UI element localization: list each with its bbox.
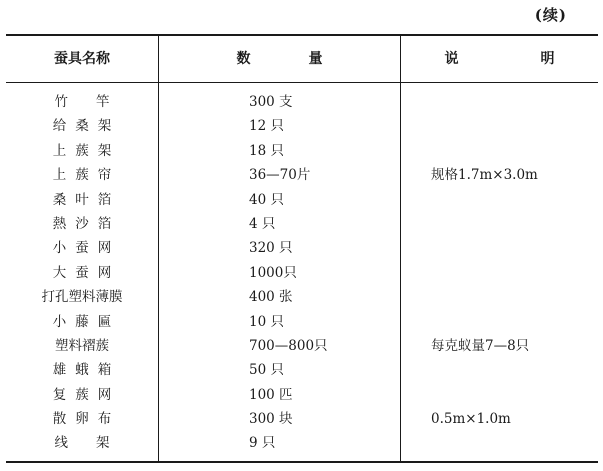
- header-quantity-char: 量: [308, 51, 323, 67]
- cell-name-text: 小蚕网: [52, 240, 121, 257]
- cell-name: [6, 334, 158, 358]
- cell-quantity-text: 300 块: [249, 411, 293, 428]
- cell-name: [6, 358, 158, 382]
- cell-name-text: 打孔塑料薄膜: [41, 289, 123, 306]
- cell-quantity-text: 320 只: [249, 240, 293, 257]
- table-row: [6, 236, 598, 260]
- header-name-label: 蚕具名称: [54, 51, 110, 67]
- cell-quantity-text: 12 只: [249, 118, 284, 135]
- cell-name: [6, 310, 158, 334]
- table-row: [6, 114, 598, 138]
- continuation-mark: (续): [534, 6, 567, 24]
- cell-name-text: 小藤匾: [52, 313, 121, 330]
- cell-quantity-text: 18 只: [249, 142, 284, 159]
- cell-name: [6, 114, 158, 138]
- table-row: [6, 90, 598, 114]
- table-row: [6, 261, 598, 285]
- table-bottom-rule: [6, 461, 598, 463]
- header-note: [401, 36, 598, 82]
- table-row: [6, 212, 598, 236]
- cell-quantity-text: 9 只: [249, 435, 276, 452]
- cell-name: [6, 261, 158, 285]
- cell-name-text: 雄蛾箱: [52, 362, 121, 379]
- cell-name: [6, 212, 158, 236]
- cell-name: [6, 139, 158, 163]
- cell-quantity-text: 100 匹: [249, 386, 293, 403]
- cell-name-text: 竹竿: [54, 94, 138, 110]
- table-row: [6, 383, 598, 407]
- cell-name-text: 散卵布: [52, 411, 121, 428]
- cell-name: [6, 383, 158, 407]
- header-note-char: 说: [444, 51, 459, 67]
- cell-name-text: 给桑架: [52, 118, 121, 135]
- cell-name: [6, 163, 158, 187]
- table-row: [6, 163, 598, 187]
- header-quantity-char: 数: [236, 51, 251, 67]
- cell-quantity-text: 10 只: [249, 313, 284, 330]
- table-row: [6, 431, 598, 455]
- cell-name: [6, 236, 158, 260]
- table-row: [6, 139, 598, 163]
- table-row: [6, 358, 598, 382]
- cell-quantity-text: 50 只: [249, 362, 284, 379]
- cell-name-text: 熱沙箔: [52, 215, 121, 232]
- table-row: [6, 285, 598, 309]
- cell-name: [6, 431, 158, 455]
- table-row: [6, 188, 598, 212]
- header-note-char: 明: [540, 51, 555, 67]
- cell-quantity-text: 700—800只: [249, 337, 328, 354]
- cell-note-text: 规格1.7m×3.0m: [431, 167, 538, 184]
- cell-name: [6, 90, 158, 114]
- cell-quantity-text: 1000只: [249, 264, 297, 281]
- cell-quantity-text: 4 只: [249, 215, 276, 232]
- cell-quantity-text: 36—70片: [249, 167, 311, 184]
- cell-name-text: 上蔟帘: [52, 167, 121, 184]
- cell-name-text: 桑叶箔: [52, 191, 121, 208]
- cell-name-text: 线架: [54, 435, 138, 452]
- cell-quantity-text: 40 只: [249, 191, 284, 208]
- cell-name-text: 大蚕网: [52, 264, 121, 281]
- table-row: [6, 310, 598, 334]
- cell-quantity-text: 300 支: [249, 94, 293, 110]
- header-name: [6, 36, 158, 82]
- cell-note-text: 每克蚁量7—8只: [431, 337, 530, 354]
- cell-name-text: 上蔟架: [52, 142, 121, 159]
- table-body: [6, 90, 598, 456]
- cell-name: [6, 188, 158, 212]
- cell-name-text: 复蔟网: [52, 386, 121, 403]
- table-row: [6, 407, 598, 431]
- cell-quantity-text: 400 张: [249, 289, 293, 306]
- cell-name: [6, 285, 158, 309]
- cell-name-text: 塑料褶蔟: [55, 337, 109, 354]
- cell-name: [6, 407, 158, 431]
- cell-note-text: 0.5m×1.0m: [431, 411, 511, 428]
- table-row: [6, 334, 598, 358]
- header-quantity: [159, 36, 400, 82]
- table-header-rule: [6, 82, 598, 83]
